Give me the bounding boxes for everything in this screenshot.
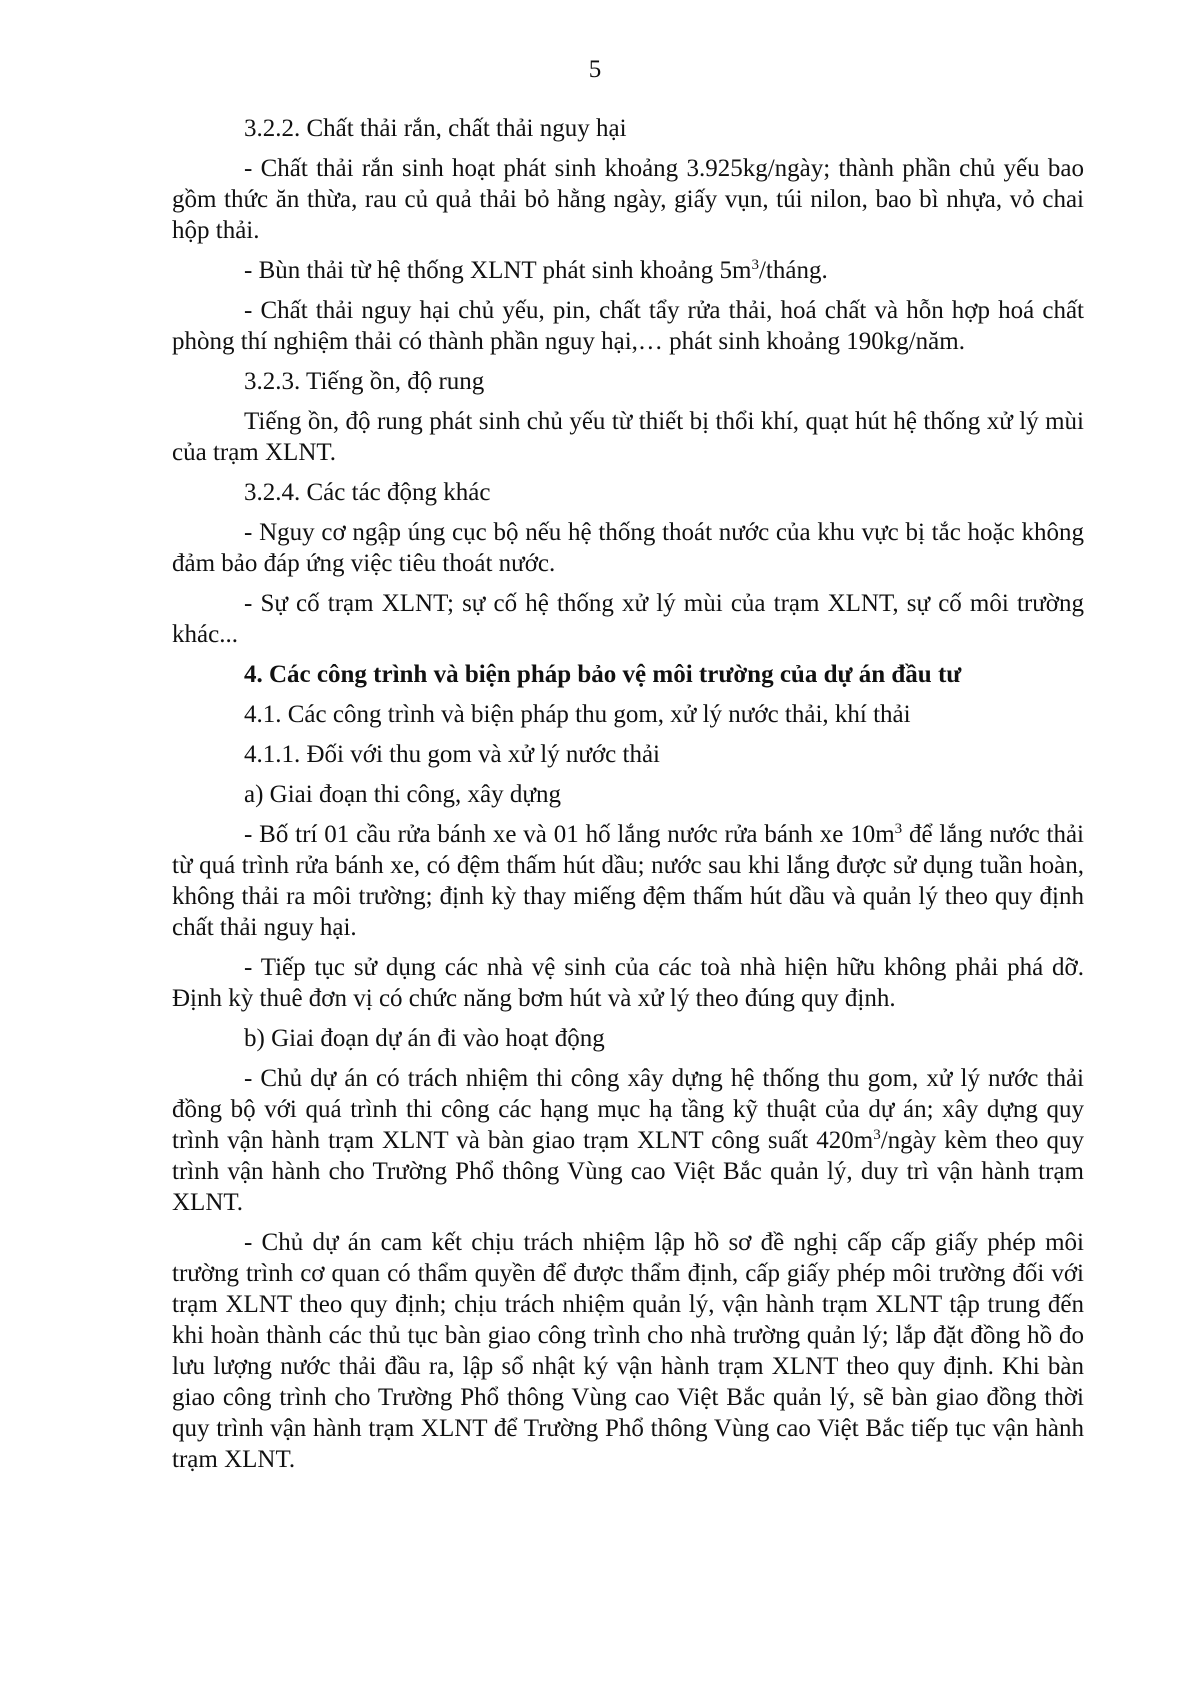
heading-section-4: 4. Các công trình và biện pháp bảo vệ môi trường của dự án đầu tư (244, 661, 962, 688)
paragraph-collection-system (172, 1063, 1084, 1218)
heading-3-2-2: 3.2.2. Chất thải rắn, chất thải nguy hại (244, 115, 627, 142)
paragraph-wheel-wash (172, 819, 1084, 943)
heading-construction-phase: a) Giai đoạn thi công, xây dựng (244, 781, 561, 808)
heading-4-1: 4.1. Các công trình và biện pháp thu gom, xử lý nước thải, khí thải (244, 701, 911, 728)
paragraph-flooding: - Nguy cơ ngập úng cục bộ nếu hệ thống thoát nước của khu vực bị tắc hoặc không đảm bảo đáp ứng việc tiêu thoát nước. (172, 519, 1084, 577)
collection-text-end: /ngày kèm theo quy trình vận hành cho Trường Phổ thông Vùng cao Việt Bắc quản lý, duy trì vận hành trạm XLNT. (172, 1127, 1084, 1216)
wheel-wash-text-end: để lắng nước thải từ quá trình rửa bánh xe, có đệm thấm hút dầu; nước sau khi lắng được sử dụng tuần hoàn, không thải ra môi trường; định kỳ thay miếng đệm thấm hút dầu và quản lý theo quy định chất thải nguy hại. (172, 821, 1084, 941)
sludge-text-end: /tháng. (758, 257, 828, 284)
sludge-superscript: 3 (751, 257, 759, 273)
paragraph-permit-commitment: - Chủ dự án cam kết chịu trách nhiệm lập hồ sơ đề nghị cấp cấp giấy phép môi trường trình cơ quan có thẩm quyền để được thẩm định, cấp giấy phép môi trường đối với trạm XLNT theo quy định; chịu trách nhiệm quản lý, vận hành trạm XLNT tập trung đến khi hoàn thành các thủ tục bàn giao công trình cho nhà trường quản lý; lắp đặt đồng hồ đo lưu lượng nước thải đầu ra, lập sổ nhật ký vận hành trạm XLNT theo quy định. Khi bàn giao công trình cho Trường Phổ thông Vùng cao Việt Bắc quản lý, sẽ bàn giao đồng thời quy trình vận hành trạm XLNT để Trường Phổ thông Vùng cao Việt Bắc tiếp tục vận hành trạm XLNT. (172, 1229, 1084, 1473)
page-number: 5 (588, 56, 602, 83)
wheel-wash-text: - Bố trí 01 cầu rửa bánh xe và 01 hố lắng nước rửa bánh xe 10m (244, 821, 895, 848)
heading-3-2-3: 3.2.3. Tiếng ồn, độ rung (244, 368, 485, 395)
paragraph-toilets: - Tiếp tục sử dụng các nhà vệ sinh của các toà nhà hiện hữu không phải phá dỡ. Định kỳ thuê đơn vị có chức năng bơm hút và xử lý theo đúng quy định. (172, 954, 1084, 1012)
paragraph-sludge (172, 255, 1084, 286)
collection-text: - Chủ dự án có trách nhiệm thi công xây dựng hệ thống thu gom, xử lý nước thải đồng bộ với quá trình thi công các hạng mục hạ tầng kỹ thuật của dự án; xây dựng quy trình vận hành trạm XLNT và bàn giao trạm XLNT công suất 420m (172, 1065, 1084, 1154)
sludge-text: - Bùn thải từ hệ thống XLNT phát sinh khoảng 5m (244, 257, 752, 284)
heading-4-1-1: 4.1.1. Đối với thu gom và xử lý nước thải (244, 741, 661, 768)
collection-superscript: 3 (873, 1127, 881, 1143)
heading-3-2-4: 3.2.4. Các tác động khác (244, 479, 491, 506)
paragraph-incidents: - Sự cố trạm XLNT; sự cố hệ thống xử lý mùi của trạm XLNT, sự cố môi trường khác... (172, 590, 1084, 648)
heading-operation-phase: b) Giai đoạn dự án đi vào hoạt động (244, 1025, 605, 1052)
wheel-wash-superscript: 3 (894, 821, 903, 837)
paragraph-hazardous-waste: - Chất thải nguy hại chủ yếu, pin, chất tẩy rửa thải, hoá chất và hỗn hợp hoá chất phòng thí nghiệm thải có thành phần nguy hại,… phát sinh khoảng 190kg/năm. (172, 297, 1084, 355)
paragraph-noise: Tiếng ồn, độ rung phát sinh chủ yếu từ thiết bị thổi khí, quạt hút hệ thống xử lý mùi của trạm XLNT. (172, 408, 1084, 466)
paragraph-solid-waste: - Chất thải rắn sinh hoạt phát sinh khoảng 3.925kg/ngày; thành phần chủ yếu bao gồm thức ăn thừa, rau củ quả thải bỏ hằng ngày, giấy vụn, túi nilon, bao bì nhựa, vỏ chai hộp thải. (172, 155, 1084, 244)
document-body (172, 113, 1084, 1475)
